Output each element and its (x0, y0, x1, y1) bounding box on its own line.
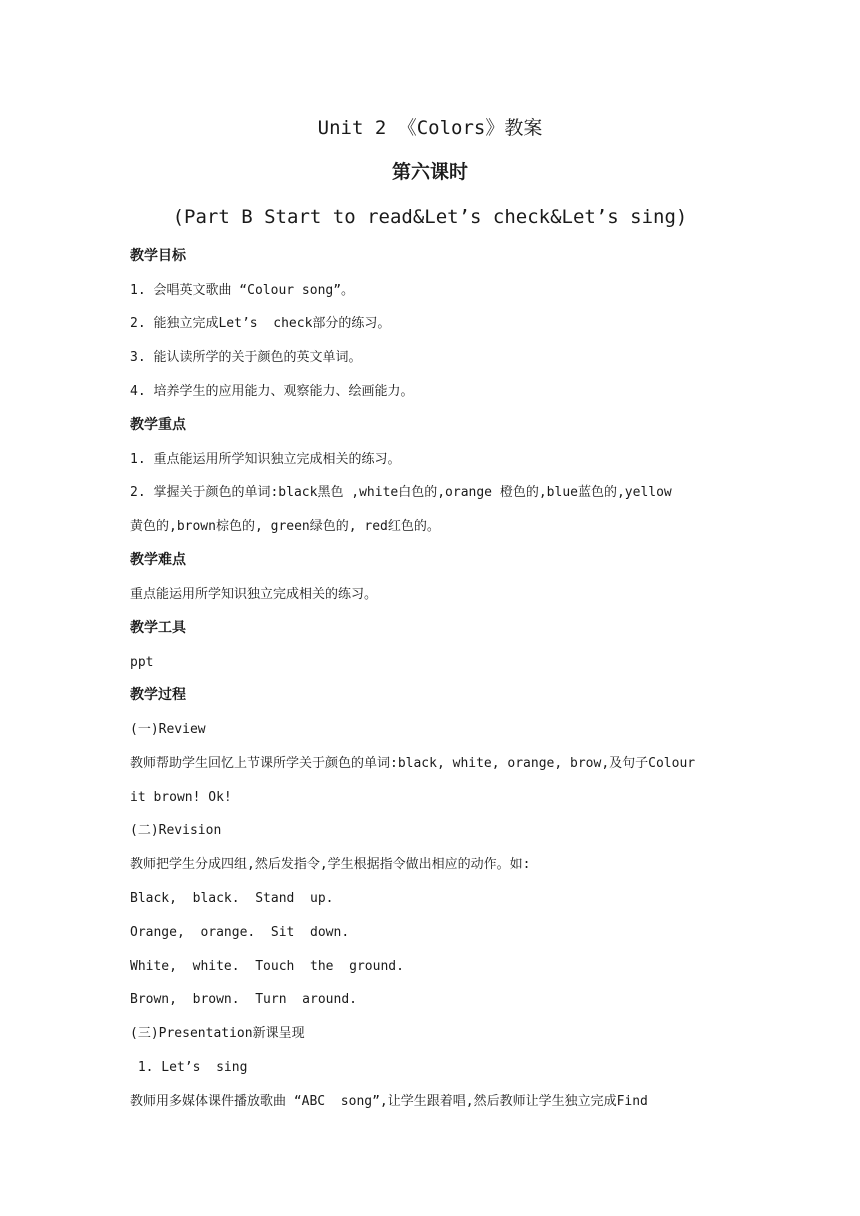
objective-item: 2. 能独立完成Let’s check部分的练习。 (130, 316, 391, 331)
key-point-item: 2. 掌握关于颜色的单词:black黑色 ,white白色的,orange 橙色的,blue蓝色的,yellow (130, 485, 672, 500)
process-line: it brown! Ok! (130, 790, 232, 805)
process-line: (二)Revision (130, 823, 222, 838)
key-points-heading: 教学重点 (130, 417, 186, 433)
objective-item: 1. 会唱英文歌曲 “Colour song”。 (130, 283, 355, 298)
tools-text: ppt (130, 655, 154, 670)
process-line: 1. Let’s sing (130, 1060, 248, 1075)
difficulties-text: 重点能运用所学知识独立完成相关的练习。 (130, 587, 378, 602)
process-heading: 教学过程 (130, 687, 186, 703)
process-line: 教师把学生分成四组,然后发指令,学生根据指令做出相应的动作。如: (130, 857, 531, 872)
process-line: Orange, orange. Sit down. (130, 925, 350, 940)
process-line: Black, black. Stand up. (130, 891, 334, 906)
process-line: 教师帮助学生回忆上节课所学关于颜色的单词:black, white, orange, brow,及句子Colour (130, 756, 696, 771)
process-line: White, white. Touch the ground. (130, 959, 404, 974)
process-line: (三)Presentation新课呈现 (130, 1026, 305, 1041)
process-line: 教师用多媒体课件播放歌曲 “ABC song”,让学生跟着唱,然后教师让学生独立完成Find (130, 1094, 648, 1109)
objective-item: 4. 培养学生的应用能力、观察能力、绘画能力。 (130, 384, 414, 399)
process-line: Brown, brown. Turn around. (130, 992, 357, 1007)
key-point-item: 黄色的,brown棕色的, green绿色的, red红色的。 (130, 519, 440, 534)
key-point-item: 1. 重点能运用所学知识独立完成相关的练习。 (130, 452, 401, 467)
objective-item: 3. 能认读所学的关于颜色的英文单词。 (130, 350, 362, 365)
lesson-subtitle: 第六课时 (391, 161, 468, 183)
document-title: Unit 2 《Colors》教案 (317, 117, 543, 139)
process-line: (一)Review (130, 722, 206, 737)
part-title: (Part B Start to read&Let’s check&Let’s sing) (172, 206, 688, 228)
tools-heading: 教学工具 (130, 620, 186, 636)
objectives-heading: 教学目标 (130, 248, 186, 264)
difficulties-heading: 教学难点 (130, 552, 186, 568)
